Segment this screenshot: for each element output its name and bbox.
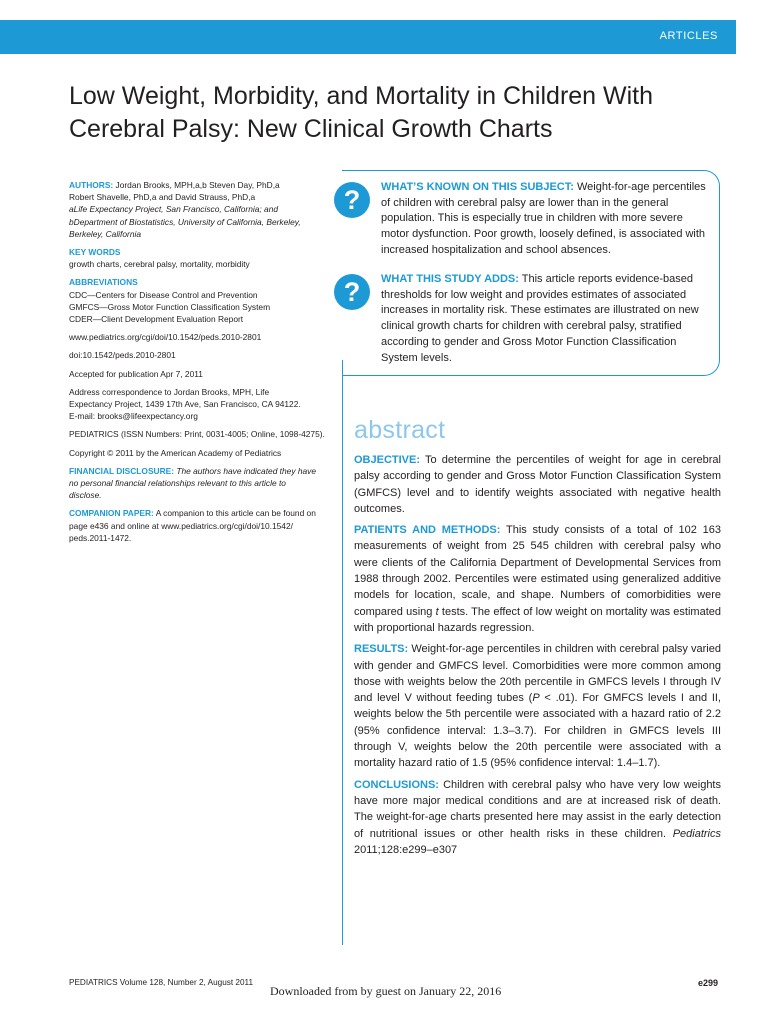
download-note: Downloaded from by guest on January 22, 2016 (270, 984, 502, 998)
methods-text-end: tests. The effect of low weight on mortality was estimated with proportional hazards regression. (354, 605, 721, 634)
section-banner (0, 20, 736, 54)
authors-line-1: Jordan Brooks, MPH,a,b Steven Day, PhD,a (113, 180, 280, 190)
disclosure-label: FINANCIAL DISCLOSURE: (69, 465, 174, 476)
question-icon: ? (334, 274, 370, 310)
journal-footer: PEDIATRICS Volume 128, Number 2, August 2011 (69, 978, 254, 987)
methods-text: This study consists of a total of 102 163 measurements of weight from 25 545 children with cerebral palsy who were clients of the California Department of Developmental Services from 1988 through 2002. Percentiles were estimated using generalized additive models for location, scale, and shape. Numbers of comorbidities were compared using (354, 524, 721, 618)
authors-line-2: Robert Shavelle, PhD,a and David Strauss, PhD,a (69, 192, 256, 203)
article-info-column (69, 179, 327, 550)
authors (69, 179, 327, 203)
disclosure-line-1: The authors have indicated they have (174, 465, 317, 476)
article-doi: doi:10.1542/peds.2010-2801 (69, 350, 176, 361)
financial-disclosure (69, 465, 327, 502)
question-icon: ? (334, 182, 370, 218)
keywords-heading: KEY WORDS (69, 247, 121, 258)
affiliation-2: bDepartment of Biostatistics, University of California, Berkeley, (69, 216, 301, 227)
abbreviations-list (69, 289, 327, 326)
affiliation-3: Berkeley, California (69, 228, 141, 239)
study-adds-label: WHAT THIS STUDY ADDS: (381, 273, 519, 285)
study-adds-section (381, 272, 713, 366)
study-adds-text: This article reports evidence-based thresholds for low weight and provides estimates of associated increases in mortality risk. These estimates are illustrated on new clinical growth charts for children with cerebral palsy, stratified according to gender and Gross Motor Function Classification System levels. (381, 273, 699, 364)
issn-line: PEDIATRICS (ISSN Numbers: Print, 0031-4005; Online, 1098-4275). (69, 429, 325, 440)
article-url: www.pediatrics.org/cgi/doi/10.1542/peds.2010-2801 (69, 332, 262, 343)
results-text-end: < .01). For GMFCS levels I and II, weights below the 5th percentile were associated with a hazard ratio of 2.2 (95% confidence interval: 1.3–3.7). For children in GMFCS levels III through V, weights below the 20th percentile were associated with a mortality hazard ratio of 1.5 (95% confidence interval: 1.4–1.7). (354, 692, 721, 770)
accepted-date: Accepted for publication Apr 7, 2011 (69, 368, 203, 379)
conclusions-journal: Pediatrics (672, 827, 721, 840)
abstract-conclusions (354, 777, 721, 858)
abstract-results (354, 641, 721, 771)
abstract-objective (354, 452, 721, 517)
affiliations (69, 203, 327, 240)
abbreviations-heading: ABBREVIATIONS (69, 277, 138, 288)
address-line-2: Expectancy Project, 1439 17th Ave, San Francisco, CA 94122. (69, 399, 301, 410)
results-text: Weight-for-age percentiles in children with cerebral palsy varied with gender and GMFCS level. Comorbidities were more common among those with weights below the 20th percentile in GMFCS levels I through IV and level V without feeding tubes ( (354, 643, 721, 705)
column-divider (342, 360, 343, 945)
conclusions-label: CONCLUSIONS: (354, 778, 439, 791)
disclosure-line-2: no personal financial relationships relevant to this article to (69, 478, 286, 489)
article-title (69, 80, 729, 146)
abbreviation-item: CDER—Client Development Evaluation Report (69, 314, 244, 325)
whats-known-label: WHAT’S KNOWN ON THIS SUBJECT: (381, 181, 574, 193)
abbreviation-item: CDC—Centers for Disease Control and Prevention (69, 289, 258, 300)
objective-label: OBJECTIVE: (354, 454, 421, 466)
methods-label: PATIENTS AND METHODS: (354, 524, 501, 537)
abstract-methods (354, 522, 721, 636)
companion-paper (69, 507, 327, 544)
companion-label: COMPANION PAPER: (69, 508, 154, 519)
page-number: e299 (698, 978, 719, 988)
companion-line-2: page e436 and online at www.pediatrics.org/cgi/doi/10.1542/ (69, 520, 293, 531)
conclusions-text: Children with cerebral palsy who have very low weights have more major medical conditions and are at increased risk of death. The weight-for-age charts presented here may assist in the early detection of nutritional issues or other health risks in these children. (354, 778, 721, 840)
whats-known-section (381, 180, 713, 259)
title-line-2: Cerebral Palsy: New Clinical Growth Charts (69, 115, 553, 143)
keywords-text: growth charts, cerebral palsy, mortality, morbidity (69, 259, 250, 270)
authors-label: AUTHORS: (69, 180, 114, 190)
abstract-body (354, 452, 721, 863)
correspondence-address (69, 386, 327, 423)
objective-text: To determine the percentiles of weight for age in cerebral palsy according to gender and Gross Motor Function Classification System (GMFCS) level and to identify weights associated with negative health outcomes. (354, 454, 721, 515)
abbreviation-item: GMFCS—Gross Motor Function Classification System (69, 301, 271, 312)
copyright-line: Copyright © 2011 by the American Academy of Pediatrics (69, 447, 282, 458)
affiliation-1: aLife Expectancy Project, San Francisco, California; and (69, 204, 279, 215)
results-label: RESULTS: (354, 643, 409, 656)
title-line-1: Low Weight, Morbidity, and Mortality in Children With (69, 82, 654, 110)
address-line-3: E-mail: brooks@lifeexpectancy.org (69, 411, 198, 422)
whats-known-text: Weight-for-age percentiles of children with cerebral palsy are lower than in the general population. This is especially true in children with more severe motor dysfunction. Poor growth, loosely defined, is associated with increased hospitalization and school absences. (381, 181, 706, 256)
address-line-1: Address correspondence to Jordan Brooks, MPH, Life (69, 386, 270, 397)
methods-t-symbol: t (435, 605, 439, 618)
companion-line-3: peds.2011-1472. (69, 532, 132, 543)
results-p-symbol: P (532, 692, 540, 705)
disclosure-line-3: disclose. (69, 490, 102, 501)
conclusions-citation: 2011;128:e299–e307 (354, 843, 458, 856)
section-label: ARTICLES (659, 30, 718, 42)
abstract-heading: abstract (354, 416, 446, 444)
companion-line-1: A companion to this article can be found on (153, 508, 316, 519)
